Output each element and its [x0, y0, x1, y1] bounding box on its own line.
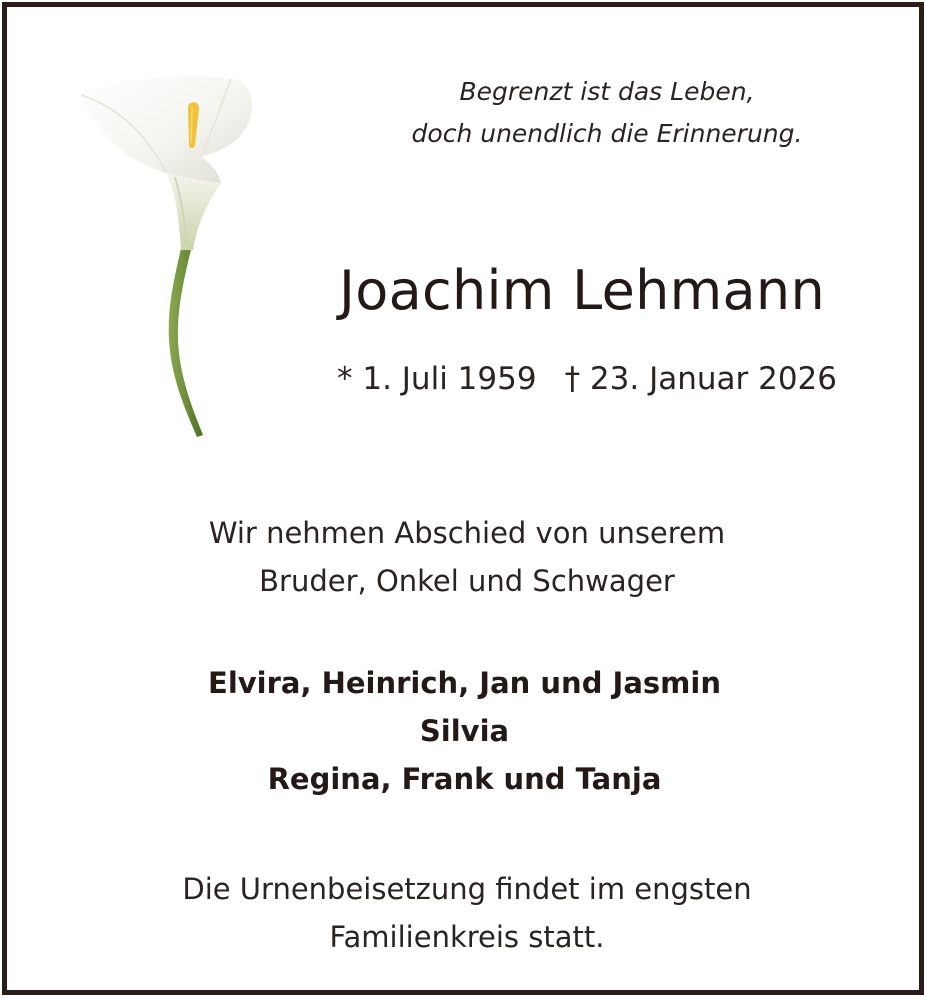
mourners-list	[67, 659, 862, 803]
farewell-line-2: Bruder, Onkel und Schwager	[259, 564, 675, 598]
memorial-quote	[307, 71, 907, 155]
obituary-card	[2, 2, 924, 995]
notice-line-2: Familienkreis statt.	[329, 920, 605, 954]
notice-line-1: Die Urnenbeisetzung findet im engsten	[182, 872, 752, 906]
deceased-name: Joachim Lehmann	[339, 259, 825, 322]
farewell-text	[67, 509, 867, 605]
farewell-line-1: Wir nehmen Abschied von unserem	[208, 516, 726, 550]
death-date: † 23. Januar 2026	[564, 361, 837, 397]
quote-line-2: doch unendlich die Erinnerung.	[411, 119, 803, 148]
calla-lily-icon	[71, 65, 271, 445]
quote-line-1: Begrenzt ist das Leben,	[459, 77, 755, 106]
mourner-line: Elvira, Heinrich, Jan und Jasmin	[208, 666, 721, 700]
birth-date: * 1. Juli 1959	[337, 361, 537, 397]
mourner-line: Silvia	[419, 714, 510, 748]
mourner-line: Regina, Frank und Tanja	[267, 762, 662, 796]
burial-notice	[67, 865, 867, 961]
life-dates	[307, 357, 867, 401]
